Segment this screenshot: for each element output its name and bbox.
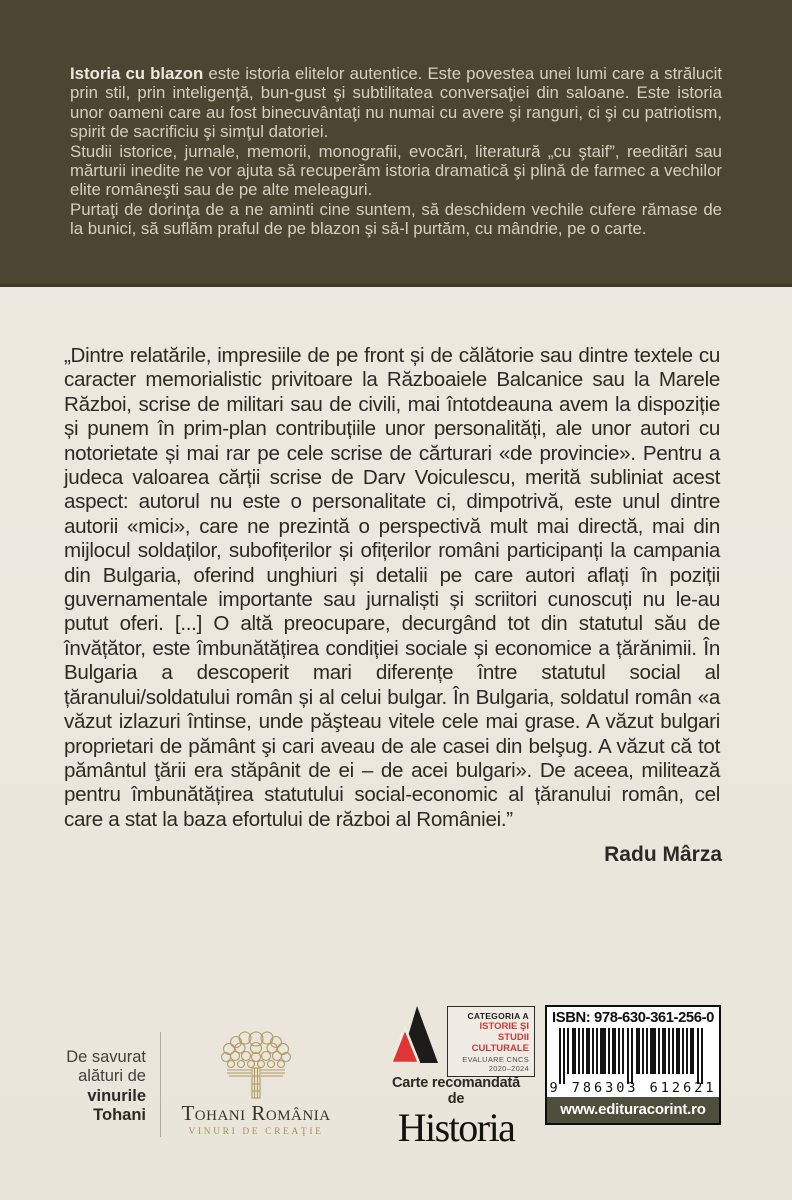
review-author: Radu Mârza — [604, 843, 722, 866]
cncs-badge — [392, 1006, 535, 1077]
cncs-domain-line1: ISTORIE ŞI STUDII — [479, 1021, 529, 1043]
footer-divider — [160, 1032, 161, 1137]
intro-paragraph-3: Purtaţi de dorinţa de a ne aminti cine suntem, să deschidem vechile cufere rămase de la bunici, să suflăm praful de pe blazon şi să-l purtăm, cu mândrie, pe o carte. — [70, 199, 722, 239]
historia-block — [386, 1075, 526, 1148]
intro-paragraph-1 — [70, 64, 722, 142]
intro-paragraph-1-text: este istoria elitelor autentice. Este povestea unei lumi care a strălucit prin stil, prin inteligenţă, bun-gust şi subtilitatea conversaţiei din saloane. Este istoria unor oameni care au fost binecuvântaţi nu numai cu avere şi ranguri, ci şi cu patriotism, spirit de sacrificiu şi simţul datoriei. — [70, 64, 722, 142]
historia-recommend-text: Carte recomandată de — [392, 1075, 520, 1107]
isbn-white-box — [545, 1005, 721, 1097]
tohani-note — [64, 1048, 146, 1125]
collection-intro-text — [70, 64, 722, 239]
cncs-text-box — [447, 1006, 535, 1077]
tohani-tree-icon — [213, 1026, 299, 1100]
isbn-block — [545, 1005, 721, 1125]
collection-title: Istoria cu blazon — [70, 64, 204, 83]
review-quote: „Dintre relatările, impresiile de pe front și de călătorie sau dintre textele cu caracter memorialistic privitoare la Războaiele Balcanice sau la Marele Război, scrise de militari sau de civili, mai întotdeauna avem la dispoziție și punem în prim-plan contribuțiile unor personalități, ale unor autori cu notorietate și mai rar pe cele scrise de cărturari «de provincie». Pentru a judeca valoarea cărții scrise de Darv Voiculescu, merită subliniat acest aspect: autorul nu este o personalitate ci, dimpotrivă, este unul dintre autorii «mici», care ne prezintă o perspectivă mult mai directă, mai din mijlocul soldaților, subofițerilor și ofițerilor români participanți la campania din Bulgaria, oferind unghiuri și detalii pe care autori aflați în poziții guvernamentale importante sau jurnaliști și scriitori cunoscuți nu le-au putut oferi. [...] O altă preocupare, decurgând tot din statutul său de învățător, este îmbunătățirea condiției sociale și economice a țărănimii. În Bulgaria a descoperit mari diferențe între statutul social al țăranului/soldatului român și al celui bulgar. În Bulgaria, soldatul român «a văzut izlazuri întinse, unde păşteau vitele cele mai grase. A văzut bulgari proprietari de pământ şi cari aveau de ale casei din belşug. A văzut că tot pământul ţării era stăpânit de ei – de acei bulgari». De aceea, militează pentru îmbunătățirea statutului social-economic al țăranului român, cel care a stat la baza efortului de război al României.” — [64, 344, 720, 831]
isbn-number: ISBN: 978-630-361-256-0 — [552, 1010, 714, 1026]
tohani-note-line3: vinurile — [87, 1086, 146, 1105]
cncs-eval: EVALUARE CNCS — [462, 1055, 529, 1064]
tohani-note-line4: Tohani — [93, 1105, 146, 1124]
cncs-triangle-icon — [392, 1006, 438, 1063]
intro-paragraph-2: Studii istorice, jurnale, memorii, monografii, evocări, literatură „cu ştaif”, reeditări sau mărturii inedite ne vor ajuta să recuperăm istoria dramatică şi plină de farmec a vechilor elite româneşti sau de pe alte meleaguri. — [70, 141, 722, 200]
publisher-website: www.edituracorint.ro — [545, 1097, 721, 1125]
tohani-tagline: VINURI DE CREAŢIE — [188, 1127, 324, 1137]
tohani-note-line1: De savurat — [66, 1048, 146, 1066]
tohani-wordmark: Tohani România — [181, 1101, 331, 1125]
tohani-logo — [174, 1026, 338, 1137]
cncs-category: CATEGORIA A — [467, 1011, 529, 1021]
cncs-years: 2020–2024 — [488, 1063, 529, 1073]
barcode-digits: 9 786303 612621 — [549, 1080, 717, 1096]
historia-logo: Historia — [397, 1105, 515, 1150]
tohani-note-line2: alături de — [78, 1067, 146, 1086]
cncs-domain-line2: CULTURALE — [471, 1043, 529, 1054]
collection-intro-band — [0, 0, 792, 287]
